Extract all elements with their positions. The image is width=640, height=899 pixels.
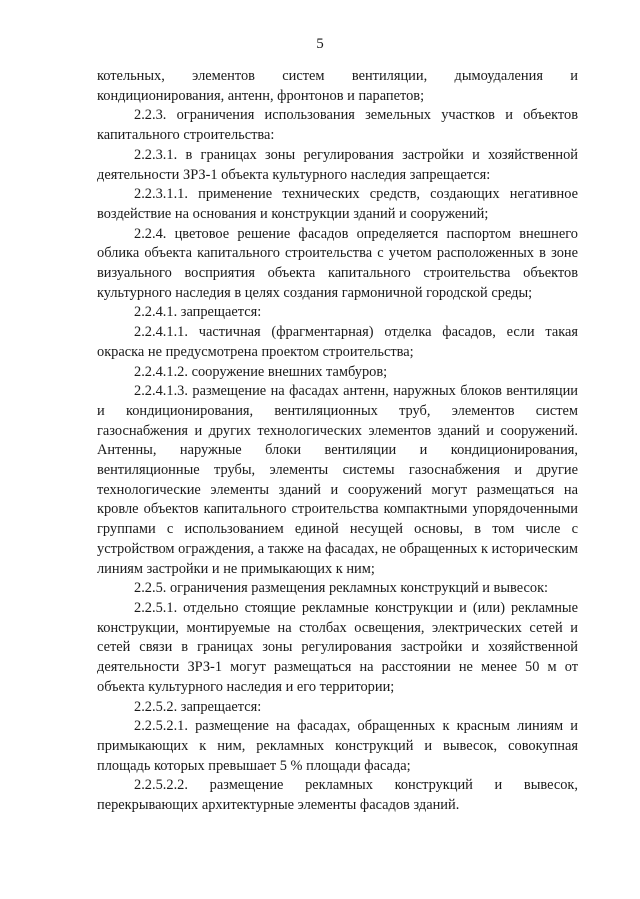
paragraph-2-2-5-2-2: 2.2.5.2.2. размещение рекламных конструкций и вывесок, перекрывающих архитектурные элементы фасадов зданий. — [97, 777, 578, 814]
paragraph-2-2-4-1-1: 2.2.4.1.1. частичная (фрагментарная) отделка фасадов, если такая окраска не предусмотрена проектом строительства; — [97, 324, 578, 360]
paragraph-2-2-3: 2.2.3. ограничения использования земельных участков и объектов капитального строительства: — [97, 107, 578, 144]
paragraph-2-2-4: 2.2.4. цветовое решение фасадов определяется паспортом внешнего облика объекта капитального строительства с учетом расположенных в зоне визуального восприятия объекта капитального строительства объектов культурного наследия в целях создания гармоничной городской среды; — [97, 225, 578, 301]
paragraph-2-2-3-1: 2.2.3.1. в границах зоны регулирования застройки и хозяйственной деятельности ЗРЗ-1 объекта культурного наследия запрещается: — [97, 146, 578, 183]
paragraph-2-2-5: 2.2.5. ограничения размещения рекламных конструкций и вывесок: — [134, 580, 549, 597]
paragraph-2-2-4-1-2: 2.2.4.1.2. сооружение внешних тамбуров; — [134, 363, 388, 380]
paragraph-2-2-3-1-1: 2.2.3.1.1. применение технических средств, создающих негативное воздействие на основания и конструкции зданий и сооружений; — [97, 186, 578, 222]
paragraph-continuation: котельных, элементов систем вентиляции, дымоудаления и кондиционирования, антенн, фронтонов и парапетов; — [97, 68, 578, 104]
paragraph-2-2-5-1: 2.2.5.1. отдельно стоящие рекламные конструкции и (или) рекламные конструкции, монтируемые на столбах освещения, электрических сетей и сетей связи в границах зоны регулирования застройки и хозяйственной деятельности ЗРЗ-1 могут размещаться на расстоянии не менее 50 м от объекта культурного наследия и его территории; — [97, 599, 578, 695]
paragraph-2-2-5-2: 2.2.5.2. запрещается: — [134, 698, 262, 715]
document-body — [97, 67, 578, 816]
paragraph-2-2-5-2-1: 2.2.5.2.1. размещение на фасадах, обращенных к красным линиям и примыкающих к ним, рекламных конструкций и вывесок, совокупная площадь которых превышает 5 % площади фасада; — [97, 718, 578, 774]
paragraph-2-2-4-1-3: 2.2.4.1.3. размещение на фасадах антенн, наружных блоков вентиляции и кондиционирования, вентиляционных труб, элементов систем газоснабжения и других технологических элементов зданий и сооружений. Антенны, наружные блоки вентиляции и кондиционирования, вентиляционные трубы, элементы системы газоснабжения и другие технологические элементы зданий и сооружений могут размещаться на кровле объектов капитального строительства компактными упорядоченными группами с использованием единой несущей основы, в том числе с устройством ограждения, а также на фасадах, не обращенных к историческим линиям застройки и не примыкающих к ним; — [97, 383, 578, 577]
paragraph-2-2-4-1: 2.2.4.1. запрещается: — [134, 304, 262, 321]
page-number: 5 — [316, 36, 324, 52]
